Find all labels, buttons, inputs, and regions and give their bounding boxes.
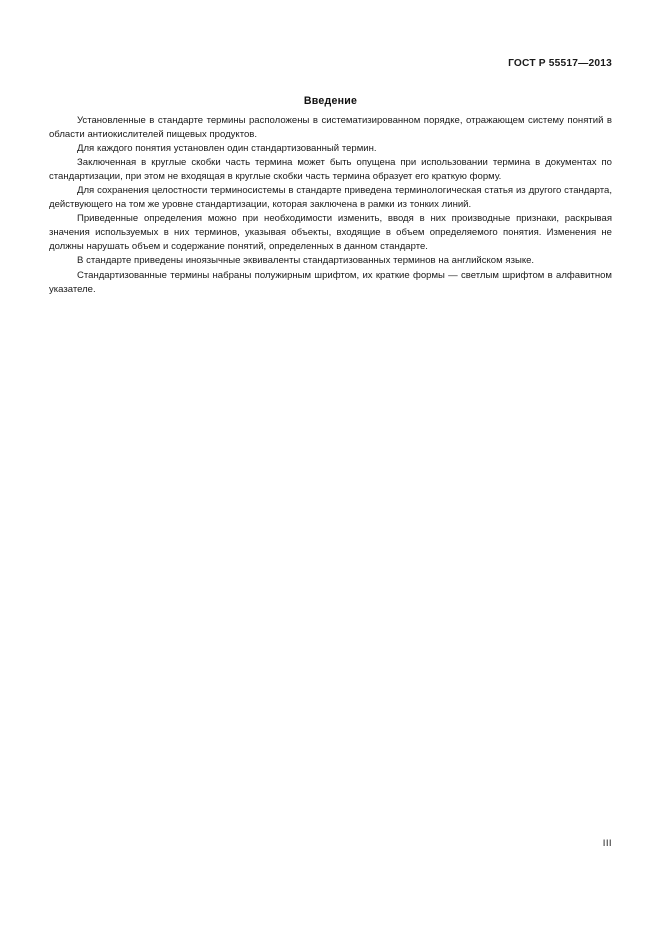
paragraph: Для каждого понятия установлен один стандартизованный термин. xyxy=(77,143,377,155)
paragraph: Установленные в стандарте термины расположены в систематизированном порядке, отражающем систему понятий в области антиокислителей пищевых продуктов. xyxy=(49,115,612,141)
paragraph: Приведенные определения можно при необходимости изменить, вводя в них производные признаки, раскрывая значения используемых в них терминов, указывая объекты, входящие в объем определяемого понятия. Изменения не должны нарушать объем и содержание понятий, определенных в данном стандарте. xyxy=(49,213,612,253)
paragraph: В стандарте приведены иноязычные эквиваленты стандартизованных терминов на английском языке. xyxy=(77,255,535,267)
page-number: III xyxy=(602,838,612,849)
section-title: Введение xyxy=(303,95,358,108)
running-head-standard-number: ГОСТ Р 55517—2013 xyxy=(508,58,612,69)
paragraph: Стандартизованные термины набраны полужирным шрифтом, их краткие формы — светлым шрифтом в алфавитном указателе. xyxy=(49,269,612,295)
paragraph: Заключенная в круглые скобки часть термина может быть опущена при использовании термина в документах по стандартизации, при этом не входящая в круглые скобки часть термина образует его краткую форму. xyxy=(49,157,612,183)
paragraph: Для сохранения целостности терминосистемы в стандарте приведена терминологическая статья из другого стандарта, действующего на том же уровне стандартизации, которая заключена в рамки из тонких линий. xyxy=(49,185,612,211)
body-text-block xyxy=(49,114,612,297)
